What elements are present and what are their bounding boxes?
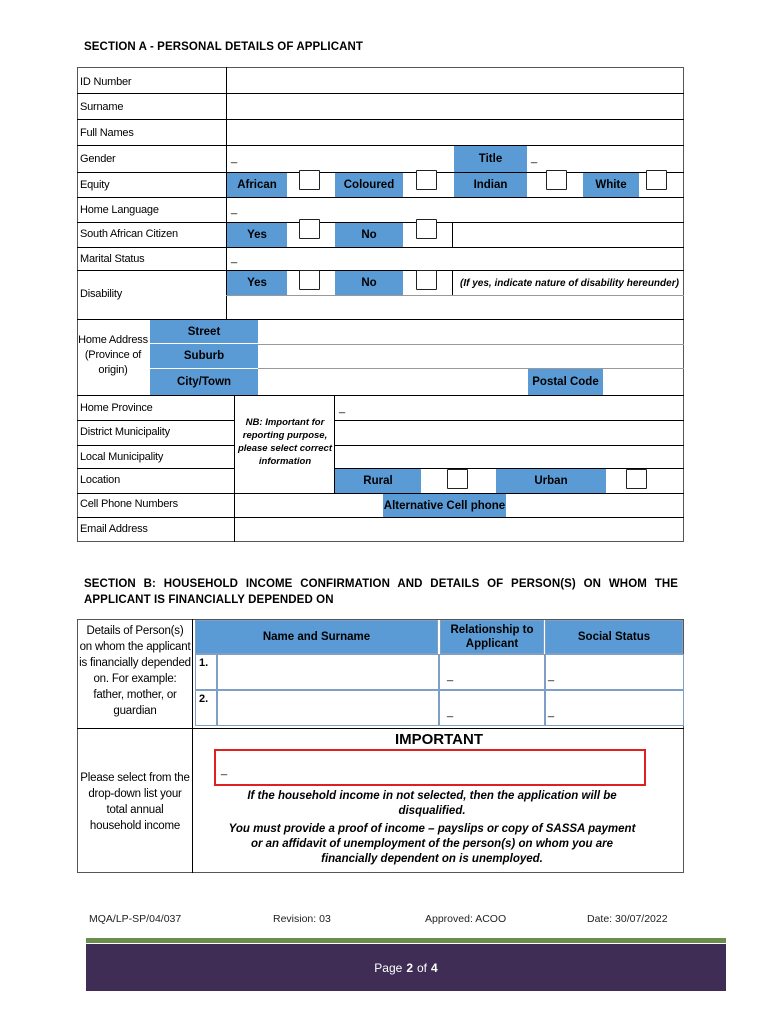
row2-social-value: _ [548, 706, 555, 718]
location-urban-label: Urban [496, 469, 606, 493]
footer-revision: Revision: 03 [273, 913, 331, 925]
disability-no-label: No [335, 271, 403, 295]
page-number: 2 [406, 960, 413, 975]
marital-status-dropdown[interactable]: _ [231, 252, 238, 264]
details-label: Details of Person(s) on whom the applicant is financially depended on. For example: father, mother, or guardian [79, 625, 191, 717]
equity-coloured-checkbox[interactable] [416, 170, 437, 190]
header-social: Social Status [545, 620, 683, 654]
equity-white-checkbox[interactable] [646, 170, 667, 190]
disability-note: (If yes, indicate nature of disability hereunder) [460, 278, 679, 289]
income-dropdown-value: _ [221, 764, 228, 776]
label-gender: Gender [80, 153, 116, 165]
section-b-title: SECTION B: HOUSEHOLD INCOME CONFIRMATION AND DETAILS OF PERSON(S) ON WHOM THE APPLICANT IS FINANCIALLY DEPENDED ON [84, 578, 678, 606]
equity-option-white: White [583, 173, 639, 197]
income-dropdown[interactable] [214, 749, 646, 786]
page-prefix: Page [374, 960, 403, 975]
home-language-dropdown[interactable]: _ [231, 203, 238, 215]
row2-relationship-dropdown[interactable] [439, 690, 545, 726]
label-disability: Disability [80, 288, 123, 300]
label-full-names: Full Names [80, 127, 134, 139]
page-of: of [417, 960, 428, 975]
footer-bar [86, 944, 726, 991]
label-district-municipality: District Municipality [80, 426, 170, 438]
row2-social-dropdown[interactable] [545, 690, 684, 726]
label-email: Email Address [80, 523, 148, 535]
row2-relationship-value: _ [447, 706, 454, 718]
footer-approved: Approved: ACOO [425, 913, 507, 925]
equity-option-coloured: Coloured [335, 173, 403, 197]
label-local-municipality: Local Municipality [80, 451, 164, 463]
citizen-no-checkbox[interactable] [416, 219, 437, 239]
equity-option-african: African [227, 173, 287, 197]
title-label: Title [454, 146, 527, 172]
footer-code: MQA/LP-SP/04/037 [89, 913, 182, 925]
disability-yes-checkbox[interactable] [299, 270, 320, 290]
row-number: 2. [199, 693, 209, 705]
label-home-address: Home Address (Province of origin) [78, 334, 148, 376]
row1-social-dropdown[interactable] [545, 654, 684, 690]
label-cell-phone: Cell Phone Numbers [80, 498, 178, 510]
location-urban-checkbox[interactable] [626, 469, 647, 489]
income-label: Please select from the drop-down list your total annual household income [80, 772, 190, 832]
row1-relationship-value: _ [447, 670, 454, 682]
location-rural-label: Rural [335, 469, 421, 493]
header-relationship: Relationship to Applicant [440, 620, 544, 654]
title-dropdown[interactable]: _ [531, 152, 538, 164]
disability-yes-label: Yes [227, 271, 287, 295]
row1-name-input[interactable] [217, 654, 439, 690]
page-total: 4 [431, 960, 438, 975]
important-heading: IMPORTANT [394, 731, 484, 748]
nb-note: NB: Important for reporting purpose, please select correct information [237, 417, 332, 467]
row1-social-value: _ [548, 670, 555, 682]
label-surname: Surname [80, 101, 124, 113]
row-number: 1. [199, 657, 209, 669]
address-city-label: City/Town [150, 369, 258, 395]
label-id-number: ID Number [80, 76, 132, 88]
gender-dropdown[interactable]: _ [231, 152, 238, 164]
row2-name-input[interactable] [217, 690, 439, 726]
header-name: Name and Surname [195, 620, 438, 654]
alt-cell-label: Alternative Cell phone [383, 494, 506, 517]
location-rural-checkbox[interactable] [447, 469, 468, 489]
address-street-label: Street [150, 320, 258, 343]
section-a-title: SECTION A - PERSONAL DETAILS OF APPLICANT [84, 41, 364, 53]
income-warning-2: You must provide a proof of income – payslips or copy of SASSA payment or an affidavit of unemployment of the person(s) on whom you are financially dependent on is unemployed. [228, 823, 636, 865]
label-home-language: Home Language [80, 204, 159, 216]
citizen-yes-label: Yes [227, 223, 287, 247]
postal-code-label: Postal Code [528, 369, 603, 395]
address-suburb-label: Suburb [150, 344, 258, 368]
equity-african-checkbox[interactable] [299, 170, 320, 190]
label-home-province: Home Province [80, 402, 153, 414]
footer-date: Date: 30/07/2022 [587, 913, 668, 925]
equity-indian-checkbox[interactable] [546, 170, 567, 190]
citizen-no-label: No [335, 223, 403, 247]
footer-green-band [86, 938, 726, 943]
label-marital-status: Marital Status [80, 253, 145, 265]
row1-relationship-dropdown[interactable] [439, 654, 545, 690]
disability-no-checkbox[interactable] [416, 270, 437, 290]
home-province-dropdown[interactable]: _ [339, 402, 346, 414]
label-sa-citizen: South African Citizen [80, 228, 178, 240]
label-location: Location [80, 474, 120, 486]
income-warning-1: If the household income in not selected, then the application will be disqualified. [247, 790, 617, 817]
label-equity: Equity [80, 179, 110, 191]
citizen-yes-checkbox[interactable] [299, 219, 320, 239]
equity-option-indian: Indian [454, 173, 527, 197]
